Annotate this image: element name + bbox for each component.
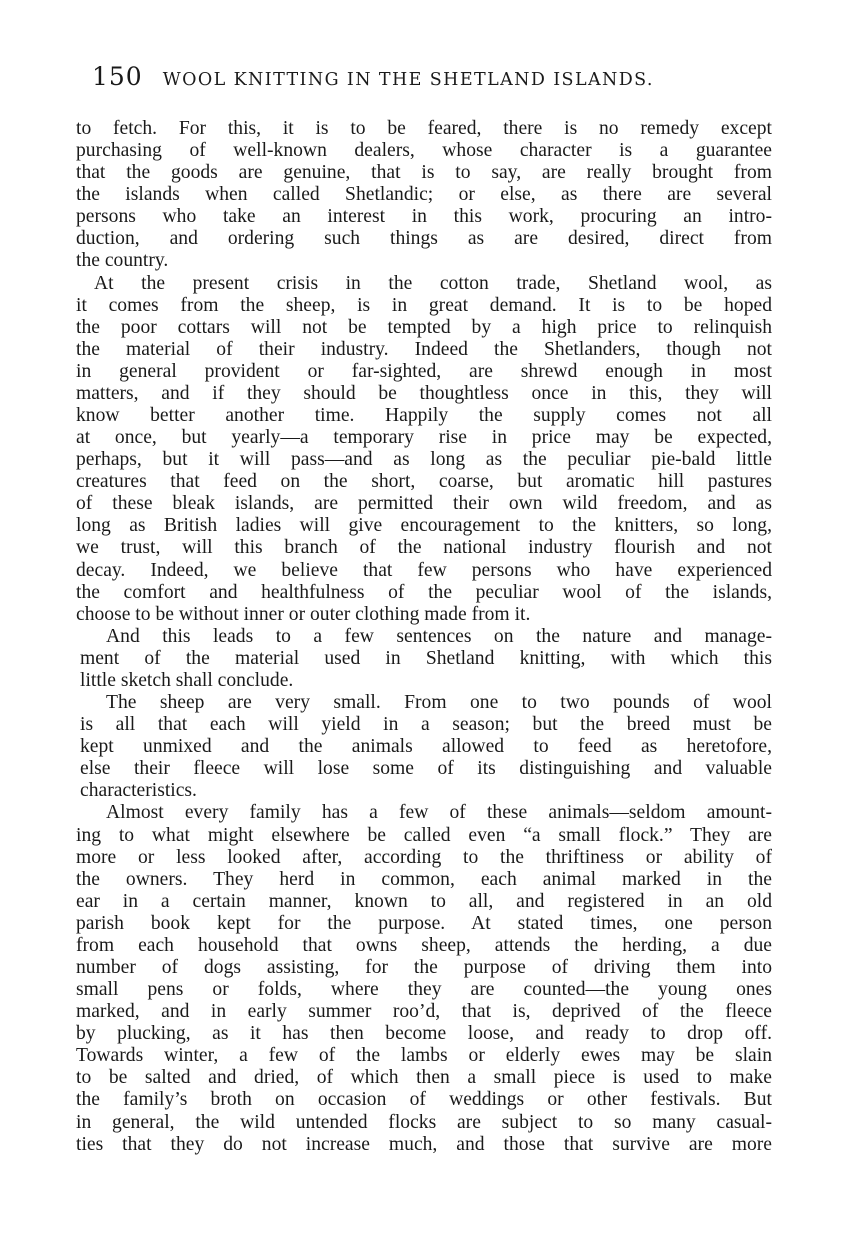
text-line: number of dogs assisting, for the purpose of driving them into [76,956,772,978]
text-line: in general provident or far-sighted, are shrewd enough in most [76,360,772,382]
text-line: by plucking, as it has then become loose, and ready to drop off. [76,1023,772,1045]
text-line: parish book kept for the purpose. At stated times, one person [76,912,772,934]
text-line: persons who take an interest in this work, procuring an intro- [76,206,772,228]
text-line: at once, but yearly—a temporary rise in price may be expected, [76,427,772,449]
text-line: small pens or folds, where they are counted—the young ones [76,979,772,1001]
text-line: to fetch. For this, it is to be feared, there is no remedy except [76,118,772,139]
body-text [76,118,772,1156]
text-line: more or less looked after, according to the thriftiness or ability of [76,846,772,868]
text-line: At the present crisis in the cotton trade, Shetland wool, as [94,272,772,294]
text-line: purchasing of well-known dealers, whose character is a guarantee [76,140,772,162]
text-line: to be salted and dried, of which then a small piece is used to make [76,1067,772,1089]
text-line: that the goods are genuine, that is to say, are really brought from [76,162,772,184]
text-line: duction, and ordering such things as are desired, direct from [76,228,772,250]
running-title: WOOL KNITTING IN THE SHETLAND ISLANDS. [162,70,654,90]
text-line: it comes from the sheep, is in great demand. It is to be hoped [76,294,772,316]
text-line: decay. Indeed, we believe that few persons who have experienced [76,559,772,581]
text-line: And this leads to a few sentences on the nature and manage- [106,625,772,647]
text-line: matters, and if they should be thoughtless once in this, they will [76,382,772,404]
text-line: perhaps, but it will pass—and as long as the peculiar pie-bald little [76,449,772,471]
text-line: ear in a certain manner, known to all, and registered in an old [76,890,772,912]
text-line: the islands when called Shetlandic; or else, as there are several [76,184,772,206]
text-line: the owners. They herd in common, each animal marked in the [76,868,772,890]
text-line: ment of the material used in Shetland knitting, with which this [80,647,772,669]
text-line: the poor cottars will not be tempted by a high price to relinquish [76,316,772,338]
text-line: in general, the wild untended flocks are subject to so many casual- [76,1111,772,1133]
text-line: else their fleece will lose some of its distinguishing and valuable [80,758,772,780]
text-line: Almost every family has a few of these animals—seldom amount- [106,802,772,824]
text-line: of these bleak islands, are permitted their own wild freedom, and as [76,493,772,515]
text-line: we trust, will this branch of the national industry flourish and not [76,537,772,559]
text-line: The sheep are very small. From one to two pounds of wool [106,692,772,714]
text-line: characteristics. [80,780,197,802]
text-line: the comfort and healthfulness of the peculiar wool of the islands, [76,581,772,603]
text-line: kept unmixed and the animals allowed to feed as heretofore, [80,736,772,758]
text-line: the material of their industry. Indeed the Shetlanders, though not [76,338,772,360]
text-line: ties that they do not increase much, and those that survive are more [76,1133,772,1155]
text-line: from each household that owns sheep, attends the herding, a due [76,934,772,956]
text-line: is all that each will yield in a season; but the breed must be [80,714,772,736]
page-number: 150 [92,62,143,91]
text-line: little sketch shall conclude. [80,669,294,691]
text-line: choose to be without inner or outer clothing made from it. [76,603,531,625]
text-line: the family’s broth on occasion of weddings or other festivals. But [76,1089,772,1111]
text-line: creatures that feed on the short, coarse, but aromatic hill pastures [76,471,772,493]
text-line: the country. [76,250,169,272]
text-line: marked, and in early summer roo’d, that is, deprived of the fleece [76,1001,772,1023]
page-header [92,62,792,102]
text-line: long as British ladies will give encouragement to the knitters, so long, [76,515,772,537]
text-line: know better another time. Happily the supply comes not all [76,405,772,427]
text-line: Towards winter, a few of the lambs or elderly ewes may be slain [76,1045,772,1067]
text-line: ing to what might elsewhere be called even “a small flock.” They are [76,824,772,846]
